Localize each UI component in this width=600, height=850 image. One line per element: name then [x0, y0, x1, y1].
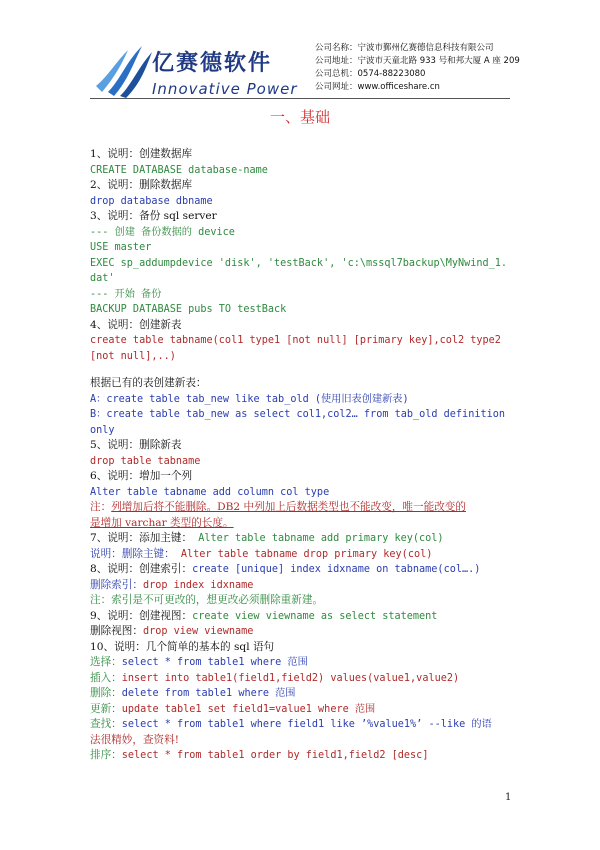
line-label: 8、说明：创建索引： — [90, 563, 193, 575]
company-name: 公司名称：宁波市鄞州亿赛德信息科技有限公司 — [315, 43, 494, 53]
company-address: 公司地址：宁波市天童北路 933 号和邦大厦 A 座 209 — [315, 56, 520, 66]
text-line: 10、说明：几个简单的基本的 sql 语句 — [90, 640, 275, 653]
line-label: 查找： — [90, 718, 122, 730]
mixed-line — [90, 655, 520, 671]
code-line: --- 开始 备份 — [90, 288, 162, 300]
mixed-line — [90, 562, 520, 578]
text-line: 2、说明：删除数据库 — [90, 179, 193, 191]
line-code: Alter table tabname drop primary key(col) — [174, 548, 433, 560]
code-line: drop table tabname — [90, 455, 201, 467]
section-title: 一、基础 — [269, 108, 330, 126]
code-line: [not null],..) — [90, 350, 176, 362]
line-label: 选择： — [90, 656, 122, 668]
line-code: create [unique] index idxname on tabname(col….) — [192, 564, 481, 575]
line-code: select * from table1 where 范围 — [121, 657, 308, 668]
line-label: 说明：删除主键： — [90, 547, 175, 560]
brand — [152, 46, 298, 98]
code-line: CREATE DATABASE database-name — [90, 164, 268, 176]
code-line: USE master — [90, 242, 152, 253]
company-info — [315, 42, 520, 94]
line-code: select * from table1 order by field1,field2 [desc] — [121, 750, 429, 761]
note-line — [90, 500, 520, 516]
company-phone: 公司总机：0574-88223080 — [315, 69, 426, 79]
mixed-line — [90, 531, 520, 547]
text-line: 根据已有的表创建新表： — [90, 377, 207, 389]
line-code: delete from table1 where 范围 — [121, 688, 296, 699]
mixed-line — [90, 624, 520, 640]
brand-slogan: Innovative Power — [152, 80, 298, 98]
brand-name-cn: 亿赛德软件 — [152, 51, 273, 76]
code-line: A：create table tab_new like tab_old (使用旧表创建新表) — [90, 393, 409, 405]
page-number: 1 — [505, 792, 512, 803]
text-line: 5、说明：删除新表 — [90, 439, 182, 451]
line-code: insert into table1(field1,field2) values(value1,value2) — [121, 672, 460, 684]
line-label: 更新： — [90, 702, 122, 715]
code-line: --- 创建 备份数据的 device — [90, 226, 235, 238]
line-label: 插入： — [90, 671, 122, 684]
code-line: drop database dbname — [90, 195, 213, 207]
line-code: select * from table1 where field1 like ’%value1%’ --like 的语 — [121, 719, 492, 730]
line-label: 删除索引： — [90, 578, 143, 591]
header-divider — [90, 98, 510, 99]
letterhead — [90, 40, 520, 100]
note-text: 列增加后将不能删除。DB2 中列加上后数据类型也不能改变，唯一能改变的 — [111, 501, 466, 513]
text-line: 1、说明：创建数据库 — [90, 148, 193, 160]
text-line: 法很精妙，查资料! — [90, 733, 180, 746]
mixed-line — [90, 578, 520, 594]
text-line: 3、说明：备份 sql server — [90, 210, 217, 222]
mixed-line — [90, 702, 520, 718]
mixed-line — [90, 609, 520, 625]
company-logo — [90, 40, 160, 100]
code-line: EXEC sp_addumpdevice 'disk', 'testBack', 'c:\mssql7backup\MyNwind_1. — [90, 257, 508, 269]
line-code: drop view viewname — [142, 626, 254, 637]
line-code: create view viewname as select statement — [192, 610, 438, 622]
code-line: BACKUP DATABASE pubs TO testBack — [90, 304, 287, 315]
code-line: dat' — [90, 273, 115, 284]
line-label: 删除： — [90, 687, 122, 699]
line-label: 9、说明：创建视图： — [90, 609, 193, 622]
mixed-line — [90, 717, 520, 733]
mixed-line — [90, 671, 520, 687]
line-code: update table1 set field1=value1 where 范围 — [121, 703, 376, 715]
code-line: Alter table tabname add column col type — [90, 486, 330, 498]
note-label: 注： — [90, 501, 112, 513]
line-label: 排序： — [90, 749, 122, 761]
document-body — [90, 147, 520, 764]
mixed-line — [90, 547, 520, 563]
note-line: 是增加 varchar 类型的长度。 — [90, 516, 234, 529]
code-line: B：create table tab_new as select col1,col2… from tab_old definition — [90, 409, 505, 420]
text-line: 6、说明：增加一个列 — [90, 470, 193, 482]
note-line: 注：索引是不可更改的，想更改必须删除重新建。 — [90, 594, 324, 606]
code-line: only — [90, 424, 115, 436]
line-label: 7、说明：添加主键： — [90, 532, 193, 544]
line-label: 删除视图： — [90, 625, 143, 637]
code-line: create table tabname(col1 type1 [not null] [primary key],col2 type2 — [90, 335, 501, 346]
mixed-line — [90, 686, 520, 702]
text-line: 4、说明：创建新表 — [90, 318, 182, 331]
line-code: Alter table tabname add primary key(col) — [192, 533, 444, 544]
company-website: 公司网址：www.officeshare.cn — [315, 82, 440, 92]
line-code: drop index idxname — [142, 579, 254, 591]
mixed-line — [90, 748, 520, 764]
